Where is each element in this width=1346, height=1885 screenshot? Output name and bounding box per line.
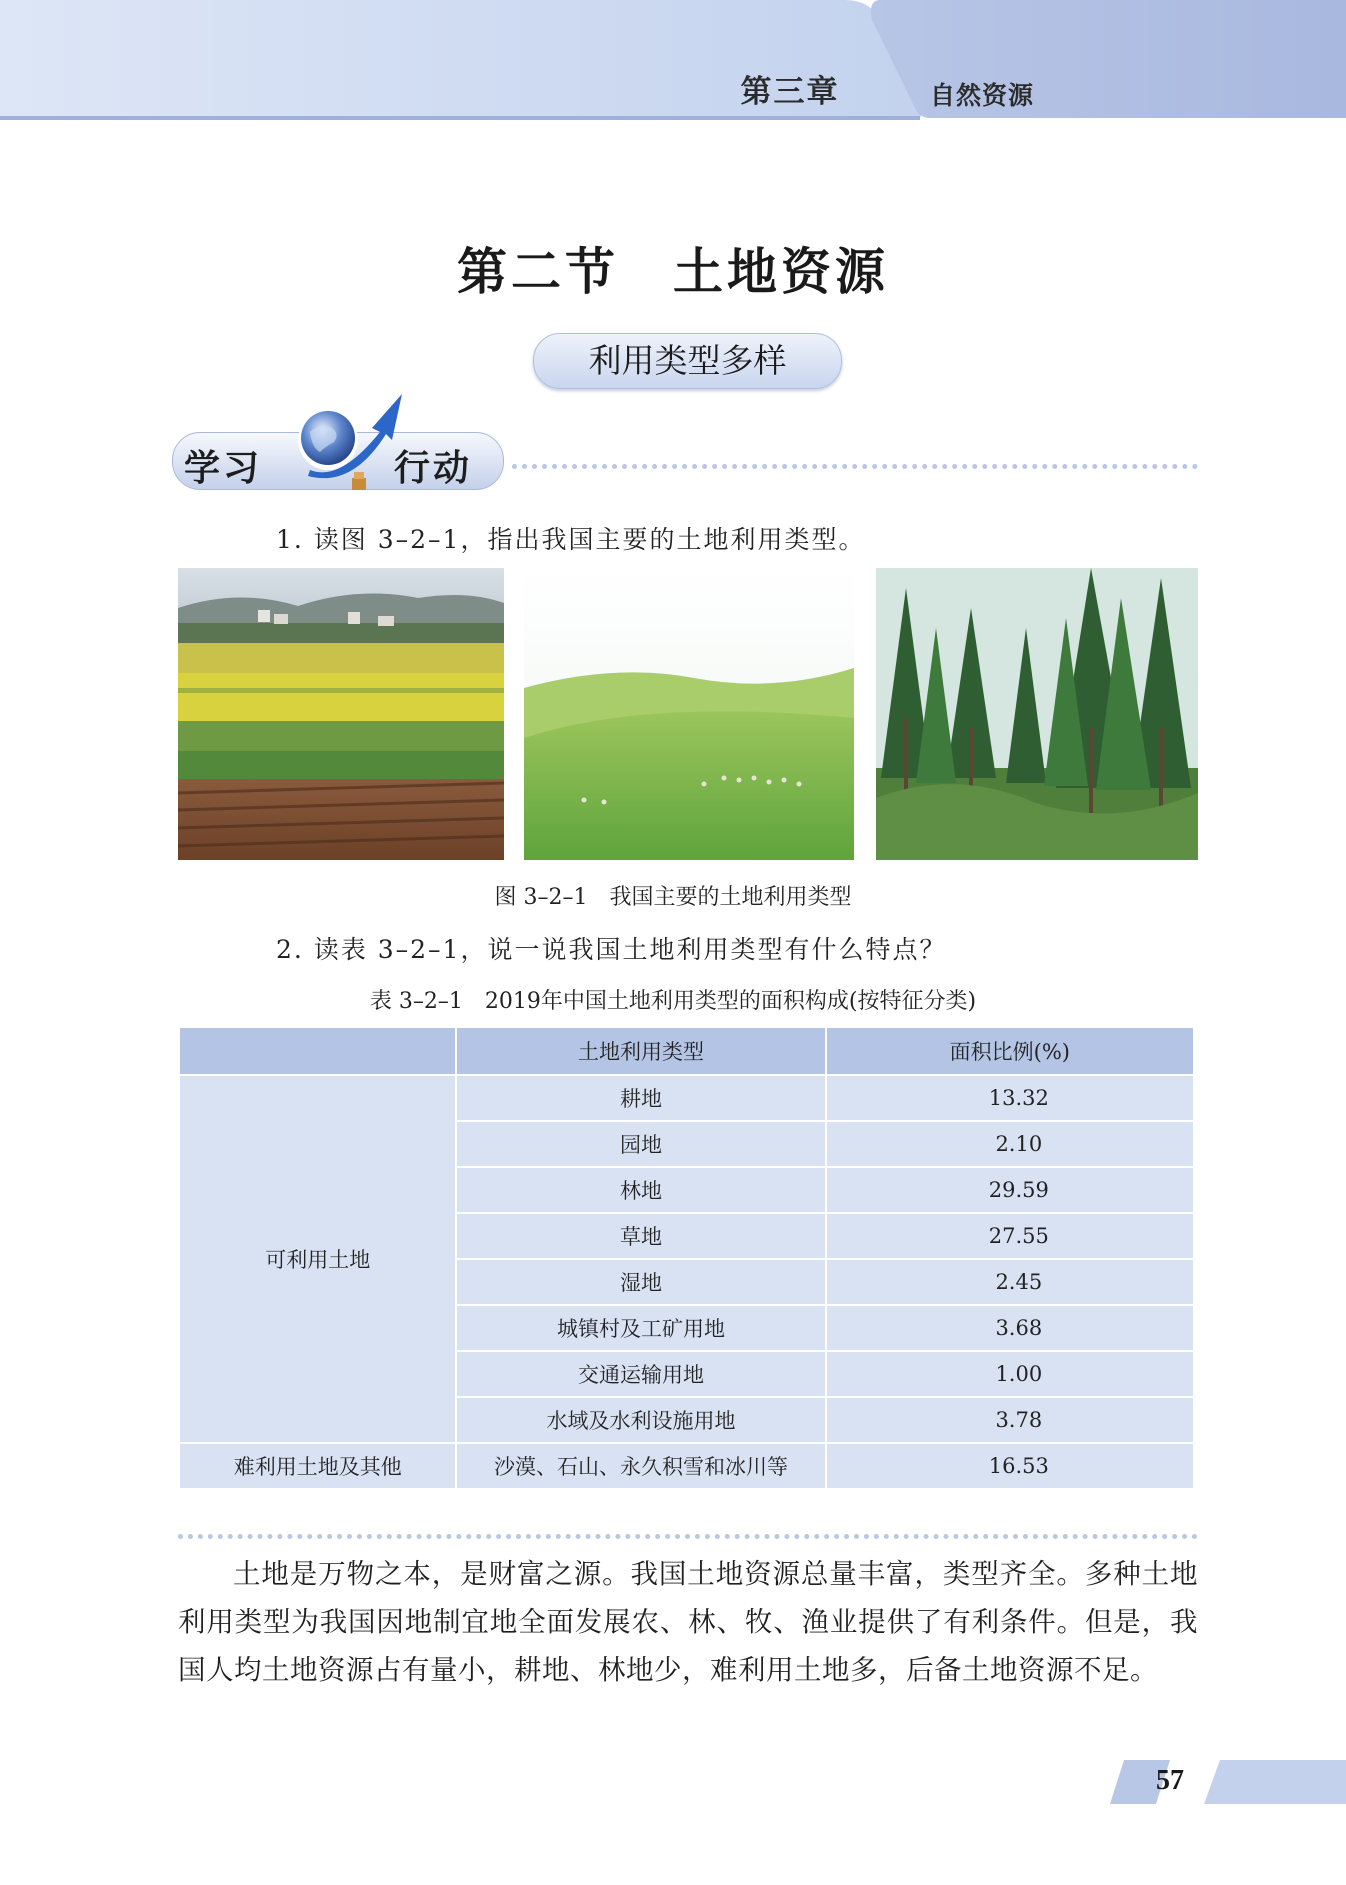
table-row	[179, 1075, 1194, 1121]
land-type-cell: 城镇村及工矿用地	[456, 1305, 825, 1351]
section-title: 第二节 土地资源	[457, 243, 889, 301]
grassland-photo	[524, 568, 854, 860]
question-1: 1. 读图 3–2–1，指出我国主要的土地利用类型。	[276, 525, 866, 554]
percent-cell: 16.53	[826, 1443, 1194, 1489]
globe-arrow-icon	[280, 392, 410, 502]
table-header-cell: 土地利用类型	[456, 1027, 825, 1075]
learning-activity-banner	[172, 392, 512, 502]
percent-cell: 1.00	[826, 1351, 1194, 1397]
land-type-cell: 草地	[456, 1213, 825, 1259]
question-2: 2. 读表 3–2–1，说一说我国土地利用类型有什么特点？	[276, 935, 947, 964]
activity-label-right: 行动	[394, 448, 473, 489]
group-cell-usable: 可利用土地	[179, 1075, 456, 1443]
percent-cell: 29.59	[826, 1167, 1194, 1213]
percent-cell: 27.55	[826, 1213, 1194, 1259]
percent-cell: 2.10	[826, 1121, 1194, 1167]
land-type-cell: 耕地	[456, 1075, 825, 1121]
figure-caption: 图 3–2–1 我国主要的土地利用类型	[494, 885, 852, 910]
group-cell-hard: 难利用土地及其他	[179, 1443, 456, 1489]
forest-photo	[876, 568, 1198, 860]
farmland-photo	[178, 568, 504, 860]
dotted-separator-top	[512, 464, 1198, 469]
percent-cell: 3.78	[826, 1397, 1194, 1443]
paragraph-text: 土地是万物之本，是财富之源。我国土地资源总量丰富，类型齐全。多种土地利用类型为我国因地制宜地全面发展农、林、牧、渔业提供了有利条件。但是，我国人均土地资源占有量小，耕地、林地少，难利用土地多，后备土地资源不足。	[178, 1558, 1198, 1686]
land-type-cell: 水域及水利设施用地	[456, 1397, 825, 1443]
percent-cell: 2.45	[826, 1259, 1194, 1305]
table-row	[179, 1443, 1194, 1489]
table-header-cell	[179, 1027, 456, 1075]
percent-cell: 13.32	[826, 1075, 1194, 1121]
chapter-header-banner	[0, 0, 1346, 122]
percent-cell: 3.68	[826, 1305, 1194, 1351]
land-type-cell: 沙漠、石山、永久积雪和冰川等	[456, 1443, 825, 1489]
land-type-cell: 园地	[456, 1121, 825, 1167]
dotted-separator-bottom	[178, 1534, 1198, 1539]
activity-label-left: 学习	[184, 448, 263, 489]
table-caption: 表 3–2–1 2019年中国土地利用类型的面积构成(按特征分类)	[369, 989, 977, 1014]
land-type-cell: 交通运输用地	[456, 1351, 825, 1397]
page-number-banner	[1110, 1760, 1346, 1804]
table-header-row	[179, 1027, 1194, 1075]
body-paragraph	[178, 1550, 1198, 1694]
land-use-table	[178, 1026, 1195, 1490]
land-type-cell: 湿地	[456, 1259, 825, 1305]
land-type-cell: 林地	[456, 1167, 825, 1213]
page-number: 57	[1156, 1765, 1184, 1796]
chapter-title: 自然资源	[930, 81, 1035, 110]
table-header-cell: 面积比例(%)	[826, 1027, 1194, 1075]
subsection-title: 利用类型多样	[533, 333, 842, 389]
chapter-number: 第三章	[740, 74, 840, 110]
